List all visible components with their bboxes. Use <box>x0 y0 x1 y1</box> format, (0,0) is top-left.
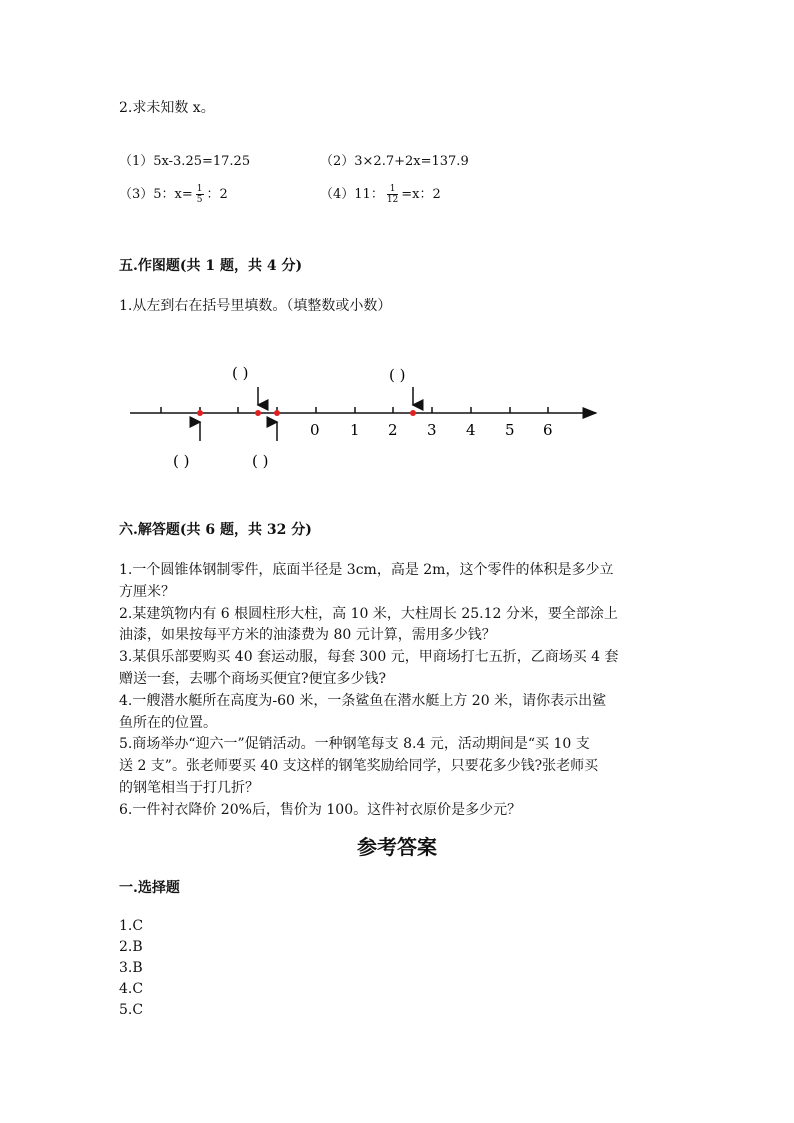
answer-item: 1.C <box>119 918 144 934</box>
fraction-1-12 <box>387 184 398 205</box>
answer-item: 4.C <box>119 981 144 997</box>
question-line: 6.一件衬衣降价 20%后，售价为 100。这件衬衣原价是多少元？ <box>119 801 522 818</box>
equation-1: （1）5x-3.25=17.25 <box>119 154 251 169</box>
section-6-heading: 六.解答题(共 6 题，共 32 分) <box>119 522 312 538</box>
tick-label-4: 4 <box>466 421 476 439</box>
question-line: 5.商场举办“迎六一”促销活动。一种钢笔每支 8.4 元，活动期间是“买 10 支 <box>119 736 590 753</box>
section-5-question-1: 1.从左到右在括号里填数。（填整数或小数） <box>119 298 392 314</box>
answer-blanks <box>173 364 405 470</box>
section-5-heading: 五.作图题(共 1 题，共 4 分) <box>119 258 303 274</box>
answer-key-title: 参考答案 <box>357 835 437 859</box>
point-marker <box>274 410 280 416</box>
equation-4 <box>320 184 441 205</box>
tick-labels <box>310 421 553 439</box>
answer-list <box>119 916 143 1021</box>
question-line: 的钢笔相当于打几折？ <box>119 779 259 796</box>
fraction-numerator: 1 <box>196 184 203 194</box>
section-6-questions <box>119 560 619 822</box>
tick-label-2: 2 <box>388 421 398 439</box>
equation-2: （2）3×2.7+2x=137.9 <box>320 154 469 169</box>
tick-label-5: 5 <box>505 421 515 439</box>
answers-section-1-heading: 一.选择题 <box>119 880 180 896</box>
equation-3-prefix: （3）5：x= <box>119 187 193 202</box>
answer-item: 2.B <box>119 939 143 955</box>
blank-below-1: ( ) <box>173 452 190 470</box>
question-line: 油漆，如果按每平方米的油漆费为 80 元计算，需用多少钱？ <box>119 627 496 644</box>
question-line: 鱼所在的位置。 <box>119 714 217 731</box>
tick-label-6: 6 <box>543 421 553 439</box>
blank-above-1: ( ) <box>232 364 249 382</box>
fraction-1-5 <box>196 184 204 205</box>
answer-item: 5.C <box>119 1002 144 1018</box>
blank-below-2: ( ) <box>252 452 269 470</box>
q2-title: 2.求未知数 x。 <box>119 100 215 116</box>
fraction-denominator: 5 <box>196 195 203 205</box>
equation-4-suffix: =x：2 <box>401 187 441 202</box>
question-line: 3.某俱乐部要购买 40 套运动服，每套 300 元，甲商场打七五折，乙商场买 4 套 <box>119 649 619 666</box>
question-line: 赠送一套，去哪个商场买便宜?便宜多少钱? <box>119 670 387 687</box>
number-line-figure <box>0 355 794 475</box>
equation-3 <box>119 184 228 205</box>
fraction-denominator: 12 <box>386 195 399 205</box>
equation-3-suffix: ：2 <box>206 187 228 202</box>
ticks <box>161 407 548 413</box>
answer-item: 3.B <box>119 960 143 976</box>
question-line: 4.一艘潜水艇所在高度为-60 米，一条鲨鱼在潜水艇上方 20 米，请你表示出鲨 <box>119 692 607 709</box>
question-line: 1.一个圆锥体钢制零件，底面半径是 3cm，高是 2m，这个零件的体积是多少立 <box>119 562 614 578</box>
tick-label-0: 0 <box>310 421 320 439</box>
question-line: 2.某建筑物内有 6 根圆柱形大柱，高 10 米，大柱周长 25.12 分米，要全部涂上 <box>119 605 618 622</box>
question-line: 方厘米？ <box>119 583 175 600</box>
fraction-numerator: 1 <box>387 184 398 195</box>
tick-label-3: 3 <box>427 421 437 439</box>
tick-label-1: 1 <box>350 421 360 439</box>
blank-above-2: ( ) <box>389 366 406 384</box>
question-line: 送 2 支”。张老师要买 40 支这样的钢笔奖励给同学，只要花多少钱?张老师买 <box>119 758 599 775</box>
point-marker <box>197 410 203 416</box>
equation-4-prefix: （4）11： <box>320 187 384 202</box>
point-marker <box>410 410 416 416</box>
point-marker <box>255 410 261 416</box>
